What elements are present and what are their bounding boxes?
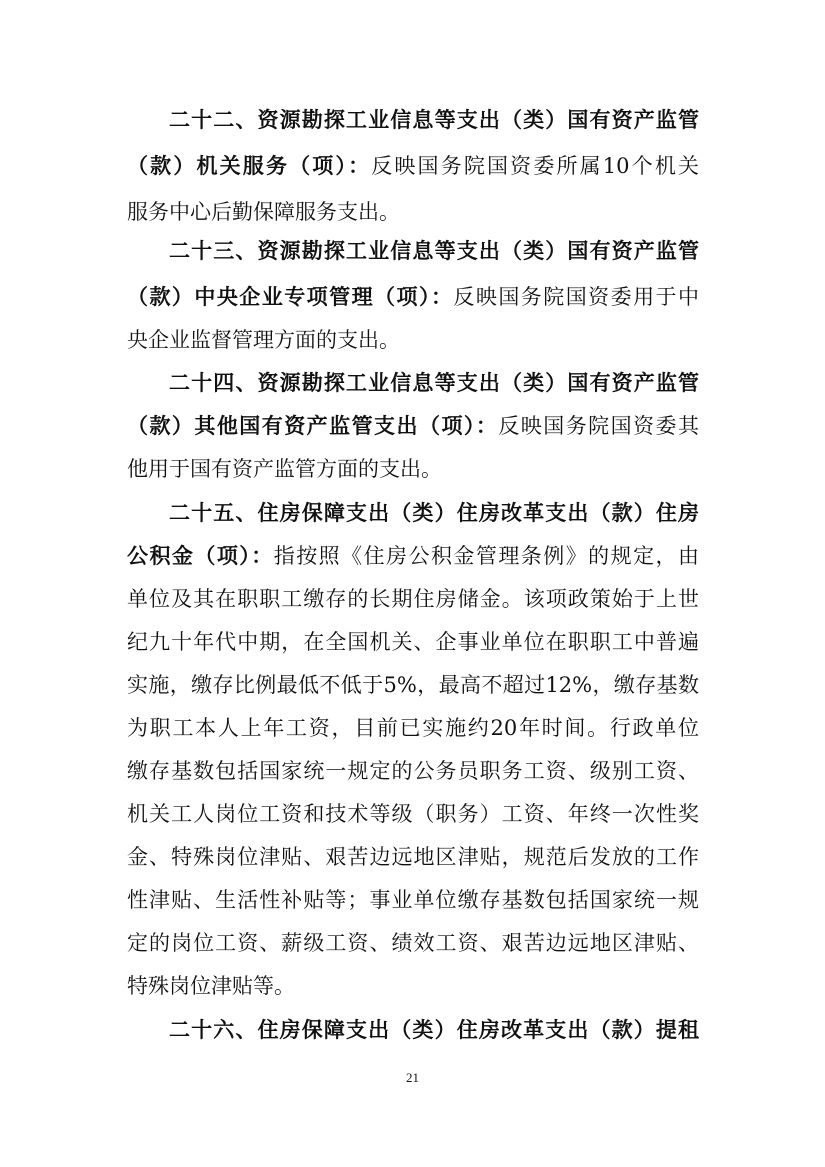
text-line (127, 191, 699, 233)
text-line (127, 793, 699, 835)
body-text: 金、特殊岗位津贴、艰苦边远地区津贴，规范后发放的工作 (127, 845, 699, 869)
text-line (127, 535, 699, 577)
body-text: 单位及其在职职工缴存的长期住房储金。该项政策始于上世 (127, 587, 699, 611)
text-line (127, 965, 699, 1007)
text-line (127, 405, 699, 447)
bold-heading: 二十三、资源勘探工业信息等支出（类）国有资产监管 (169, 238, 699, 263)
text-line (127, 578, 699, 620)
text-line (127, 621, 699, 663)
text-line (169, 99, 699, 141)
text-line (127, 836, 699, 878)
text-line (127, 145, 699, 187)
body-text: 服务中心后勤保障服务支出。 (127, 200, 400, 224)
bold-heading: （款）中央企业专项管理（项）： (127, 284, 454, 309)
bold-heading: 二十二、资源勘探工业信息等支出（类）国有资产监管 (169, 107, 699, 132)
body-text: 指按照《住房公积金管理条例》的规定，由 (273, 544, 700, 568)
body-text: 定的岗位工资、薪级工资、绩效工资、艰苦边远地区津贴、 (127, 931, 699, 955)
bold-heading: （款）机关服务（项）： (127, 153, 372, 178)
body-text: 央企业监督管理方面的支出。 (127, 328, 400, 352)
body-text: 反映国务院国资委用于中 (453, 285, 700, 309)
text-line (127, 922, 699, 964)
text-line (169, 1009, 699, 1051)
text-line (127, 448, 699, 490)
body-text: 纪九十年代中期，在全国机关、企事业单位在职职工中普遍 (127, 630, 699, 654)
bold-heading: 二十四、资源勘探工业信息等支出（类）国有资产监管 (169, 370, 699, 395)
bold-heading: 二十五、住房保障支出（类）住房改革支出（款）住房 (169, 500, 699, 525)
text-line (169, 230, 699, 272)
text-line (127, 879, 699, 921)
page-number: 21 (406, 1070, 419, 1085)
body-text: 实施，缴存比例最低不低于5%，最高不超过12%，缴存基数 (127, 673, 699, 697)
text-line (169, 362, 699, 404)
text-line (127, 319, 699, 361)
body-text: 特殊岗位津贴等。 (127, 974, 295, 998)
text-line (127, 707, 699, 749)
body-text: 机关工人岗位工资和技术等级（职务）工资、年终一次性奖 (127, 802, 699, 826)
text-line (127, 664, 699, 706)
body-text: 为职工本人上年工资，目前已实施约20年时间。行政单位 (127, 716, 699, 740)
text-line (127, 276, 699, 318)
text-line (127, 750, 699, 792)
body-text: 反映国务院国资委其 (498, 414, 700, 438)
body-text: 性津贴、生活性补贴等；事业单位缴存基数包括国家统一规 (127, 888, 699, 912)
bold-heading: 二十六、住房保障支出（类）住房改革支出（款）提租 (169, 1017, 699, 1042)
body-text: 他用于国有资产监管方面的支出。 (127, 457, 442, 481)
body-text: 反映国务院国资委所属10个机关 (371, 154, 699, 178)
body-text: 缴存基数包括国家统一规定的公务员职务工资、级别工资、 (127, 759, 699, 783)
bold-heading: 公积金（项）： (127, 543, 274, 568)
text-line (169, 492, 699, 534)
bold-heading: （款）其他国有资产监管支出（项）： (127, 413, 499, 438)
